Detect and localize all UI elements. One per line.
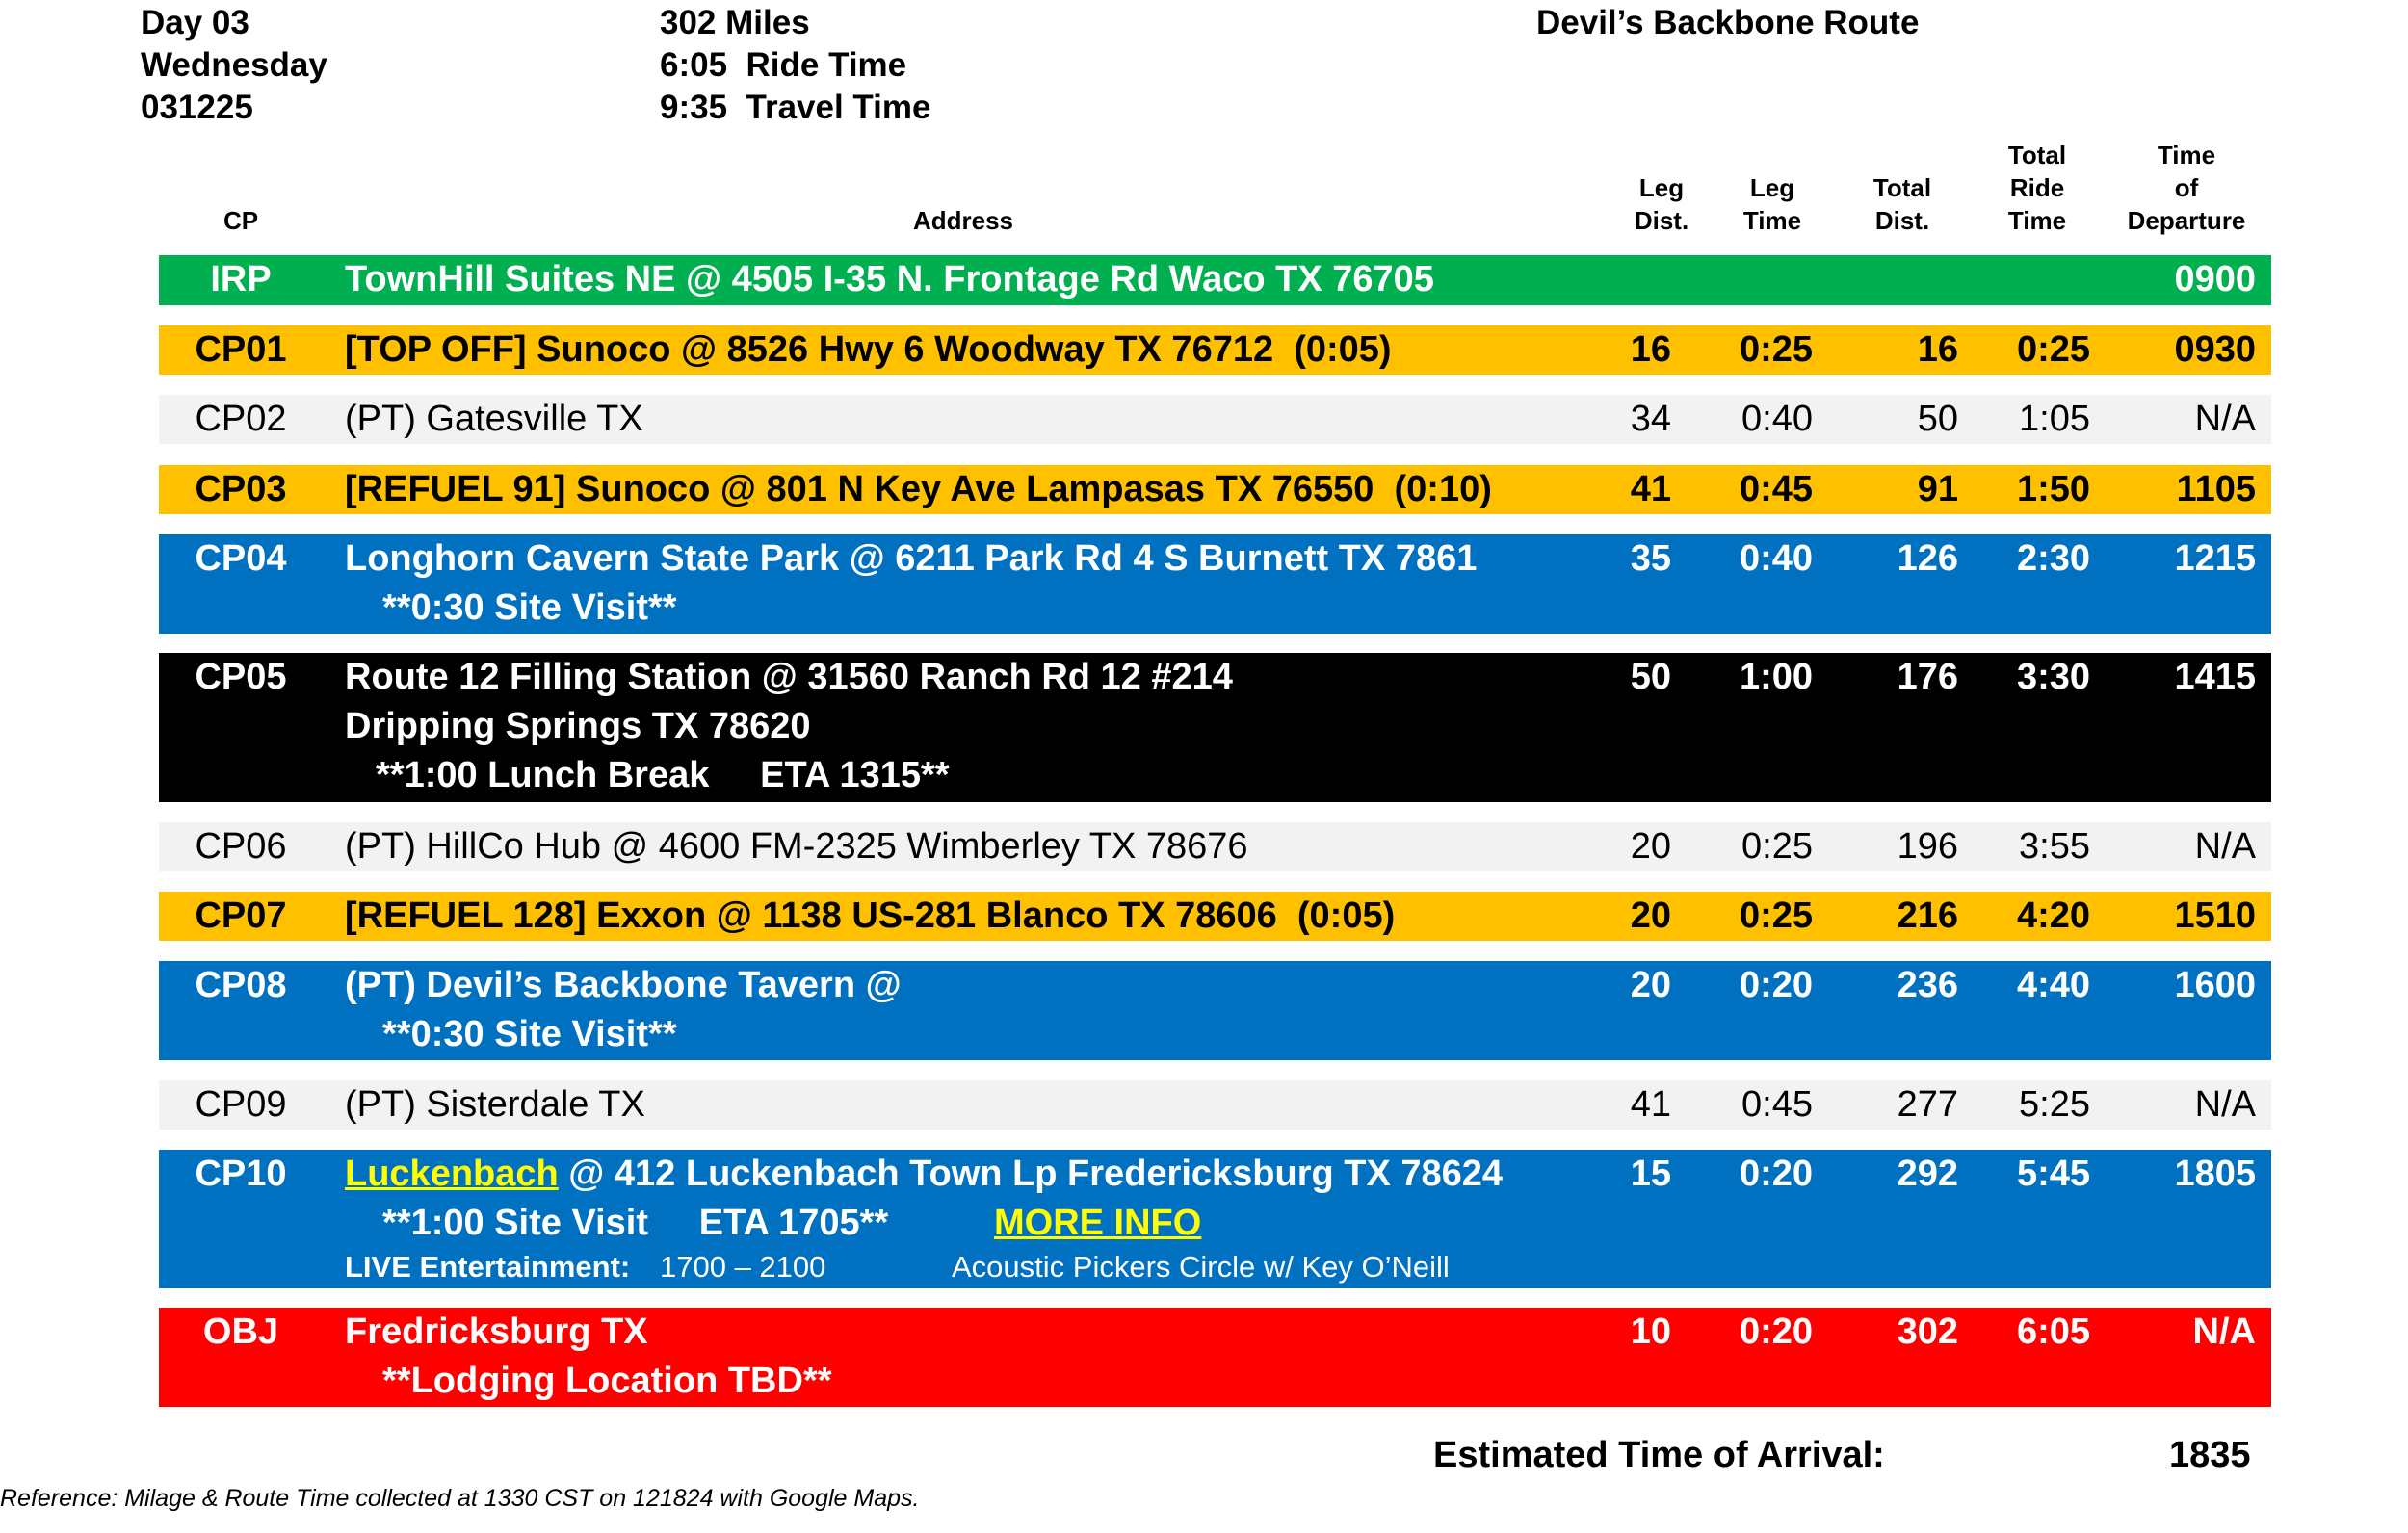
total-distance: 196 xyxy=(1897,826,1958,867)
total-ride-time: 4:20 xyxy=(2016,896,2090,936)
live-entertainment-label: LIVE Entertainment: xyxy=(345,1250,631,1284)
leg-time: 0:40 xyxy=(1741,399,1813,439)
address-cell xyxy=(345,395,643,444)
checkpoint-id: CP10 xyxy=(195,1154,287,1194)
leg-distance: 20 xyxy=(1630,826,1671,867)
day-info xyxy=(141,2,327,129)
leg-time: 0:25 xyxy=(1741,826,1813,867)
departure-time: 1600 xyxy=(2174,965,2256,1005)
col-header-total-dist-1: Total xyxy=(1872,173,1932,202)
total-distance: 176 xyxy=(1897,657,1958,697)
address-text: (PT) Gatesville TX xyxy=(345,399,643,439)
table-row xyxy=(159,395,2271,444)
trip-summary xyxy=(660,2,930,129)
visit-note: **0:30 Site Visit** xyxy=(382,587,677,628)
total-distance: 50 xyxy=(1917,399,1958,439)
leg-distance: 34 xyxy=(1630,399,1671,439)
leg-time: 0:20 xyxy=(1739,1312,1813,1352)
col-header-ride-2: Ride xyxy=(2009,173,2065,202)
col-header-leg-dist xyxy=(1609,137,1714,237)
departure-time: 0900 xyxy=(2174,259,2256,299)
address-text: TownHill Suites NE @ 4505 I-35 N. Frontage Rd Waco TX 76705 xyxy=(345,259,1434,299)
address-text: Fredricksburg TX xyxy=(345,1312,648,1352)
leg-time: 0:40 xyxy=(1739,538,1813,579)
address-cell xyxy=(345,653,1233,702)
departure-time: 1105 xyxy=(2176,469,2256,509)
table-row xyxy=(159,465,2271,514)
visit-note: **0:30 Site Visit** xyxy=(382,1014,677,1054)
checkpoint-id: CP04 xyxy=(195,538,287,579)
checkpoint-id: CP08 xyxy=(195,965,287,1005)
col-header-ride-3: Time xyxy=(2007,206,2067,235)
departure-time: N/A xyxy=(2194,826,2256,867)
eta-label: Estimated Time of Arrival: xyxy=(1433,1435,1885,1475)
table-row xyxy=(159,255,2271,305)
reference-note: Reference: Milage & Route Time collected at 1330 CST on 121824 with Google Maps. xyxy=(0,1485,920,1512)
visit-note: **Lodging Location TBD** xyxy=(382,1361,832,1401)
col-header-leg-dist-1: Leg xyxy=(1638,173,1685,202)
total-ride-time: 5:25 xyxy=(2019,1084,2090,1125)
col-header-leg-time-1: Leg xyxy=(1749,173,1795,202)
col-header-leg-time-2: Time xyxy=(1742,206,1802,235)
col-header-cp-text: CP xyxy=(222,206,259,235)
table-row xyxy=(159,1080,2271,1130)
total-ride-time: 3:30 xyxy=(2016,657,2090,697)
leg-time: 0:20 xyxy=(1739,1154,1813,1194)
col-header-leg-time xyxy=(1724,137,1820,237)
departure-time: N/A xyxy=(2194,1084,2256,1125)
leg-time: 0:25 xyxy=(1739,896,1813,936)
address-text: Longhorn Cavern State Park @ 6211 Park Rd 4 S Burnett TX 7861 xyxy=(345,538,1478,579)
total-ride-time: 4:40 xyxy=(2016,965,2090,1005)
address-text: @ 412 Luckenbach Town Lp Fredericksburg TX 78624 xyxy=(558,1154,1504,1194)
leg-time: 1:00 xyxy=(1739,657,1813,697)
total-distance: 292 xyxy=(1897,1154,1958,1194)
leg-distance: 10 xyxy=(1630,1312,1671,1352)
eta-value: 1835 xyxy=(2169,1435,2251,1475)
leg-distance: 20 xyxy=(1630,965,1671,1005)
col-header-dep-2: of xyxy=(2174,173,2199,202)
live-entertainment-act: Acoustic Pickers Circle w/ Key O’Neill xyxy=(952,1250,1450,1284)
departure-time: 0930 xyxy=(2174,329,2256,370)
leg-distance: 50 xyxy=(1630,657,1671,697)
total-ride-time: 1:50 xyxy=(2016,469,2090,509)
total-distance: 16 xyxy=(1917,329,1958,370)
address-text: [TOP OFF] Sunoco @ 8526 Hwy 6 Woodway TX 76712 (0:05) xyxy=(345,329,1392,370)
address-cell xyxy=(345,1308,648,1357)
table-row xyxy=(159,534,2271,634)
luckenbach-link[interactable]: Luckenbach xyxy=(345,1154,559,1194)
checkpoint-id: CP05 xyxy=(195,657,287,697)
col-header-departure xyxy=(2114,137,2259,237)
address-cell xyxy=(345,465,1492,514)
address-text: [REFUEL 91] Sunoco @ 801 N Key Ave Lampasas TX 76550 (0:10) xyxy=(345,469,1492,509)
address-cell xyxy=(345,1080,645,1130)
checkpoint-id: CP06 xyxy=(195,826,287,867)
departure-time: N/A xyxy=(2192,1312,2256,1352)
date-label: 031225 xyxy=(141,89,253,126)
col-header-ride-1: Total xyxy=(2007,141,2067,169)
leg-distance: 35 xyxy=(1630,538,1671,579)
total-ride-time: 1:05 xyxy=(2019,399,2090,439)
total-distance: 126 xyxy=(1897,538,1958,579)
address-cell xyxy=(345,961,902,1010)
total-distance: 216 xyxy=(1897,896,1958,936)
address-text: [REFUEL 128] Exxon @ 1138 US-281 Blanco TX 78606 (0:05) xyxy=(345,896,1396,936)
checkpoint-id: OBJ xyxy=(202,1312,279,1352)
col-header-address xyxy=(771,137,1156,237)
address-text: (PT) HillCo Hub @ 4600 FM-2325 Wimberley TX 78676 xyxy=(345,826,1248,867)
total-ride-time: 5:45 xyxy=(2016,1154,2090,1194)
col-header-dep-1: Time xyxy=(2157,141,2216,169)
address-cell xyxy=(345,255,1434,304)
checkpoint-id: CP01 xyxy=(195,329,287,370)
leg-time: 0:25 xyxy=(1739,329,1813,370)
leg-distance: 41 xyxy=(1630,469,1671,509)
checkpoint-id: IRP xyxy=(210,259,272,299)
leg-time: 0:45 xyxy=(1739,469,1813,509)
departure-time: N/A xyxy=(2194,399,2256,439)
address-text: Route 12 Filling Station @ 31560 Ranch Rd 12 #214 xyxy=(345,657,1233,697)
ride-time-label: 6:05 Ride Time xyxy=(660,46,907,84)
total-distance: 277 xyxy=(1897,1084,1958,1125)
col-header-dep-3: Departure xyxy=(2127,206,2246,235)
col-header-total-dist xyxy=(1849,137,1955,237)
total-ride-time: 3:55 xyxy=(2019,826,2090,867)
route-title xyxy=(1536,2,1919,44)
table-row xyxy=(159,822,2271,871)
route-name: Devil’s Backbone Route xyxy=(1536,4,1920,41)
total-ride-time: 6:05 xyxy=(2016,1312,2090,1352)
col-header-total-ride-time xyxy=(1984,137,2090,237)
leg-distance: 16 xyxy=(1630,329,1671,370)
address-cell xyxy=(345,892,1395,941)
visit-note: **1:00 Lunch Break ETA 1315** xyxy=(376,755,950,795)
total-distance: 91 xyxy=(1917,469,1958,509)
col-header-address-text: Address xyxy=(912,206,1014,235)
total-distance: 236 xyxy=(1897,965,1958,1005)
miles-label: 302 Miles xyxy=(660,4,810,41)
table-row xyxy=(159,653,2271,802)
table-row xyxy=(159,1308,2271,1407)
table-row xyxy=(159,961,2271,1060)
leg-time: 0:45 xyxy=(1741,1084,1813,1125)
travel-time-label: 9:35 Travel Time xyxy=(660,89,931,126)
departure-time: 1510 xyxy=(2174,896,2256,936)
leg-distance: 15 xyxy=(1630,1154,1671,1194)
col-header-cp xyxy=(159,137,323,237)
live-entertainment-time: 1700 – 2100 xyxy=(660,1250,826,1284)
table-row xyxy=(159,325,2271,375)
col-header-leg-dist-2: Dist. xyxy=(1634,206,1689,235)
address-text: (PT) Devil’s Backbone Tavern @ xyxy=(345,965,902,1005)
checkpoint-id: CP02 xyxy=(195,399,287,439)
address-cell xyxy=(345,1150,1503,1199)
address-text: (PT) Sisterdale TX xyxy=(345,1084,645,1125)
leg-time: 0:20 xyxy=(1739,965,1813,1005)
total-ride-time: 0:25 xyxy=(2016,329,2090,370)
address-cell xyxy=(345,325,1392,375)
departure-time: 1215 xyxy=(2174,538,2256,579)
departure-time: 1805 xyxy=(2174,1154,2256,1194)
weekday-label: Wednesday xyxy=(141,46,327,84)
address-line-2: Dripping Springs TX 78620 xyxy=(345,706,811,746)
departure-time: 1415 xyxy=(2174,657,2256,697)
address-cell xyxy=(345,822,1248,871)
day-label: Day 03 xyxy=(141,4,249,41)
total-ride-time: 2:30 xyxy=(2016,538,2090,579)
col-header-total-dist-2: Dist. xyxy=(1874,206,1930,235)
leg-distance: 20 xyxy=(1630,896,1671,936)
address-cell xyxy=(345,534,1477,584)
table-row xyxy=(159,892,2271,941)
checkpoint-id: CP09 xyxy=(195,1084,287,1125)
checkpoint-id: CP07 xyxy=(195,896,287,936)
table-row xyxy=(159,1150,2271,1288)
visit-note: **1:00 Site Visit ETA 1705** xyxy=(382,1203,889,1243)
leg-distance: 41 xyxy=(1630,1084,1671,1125)
checkpoint-id: CP03 xyxy=(195,469,287,509)
more-info-link[interactable]: MORE INFO xyxy=(994,1203,1202,1243)
total-distance: 302 xyxy=(1897,1312,1958,1352)
